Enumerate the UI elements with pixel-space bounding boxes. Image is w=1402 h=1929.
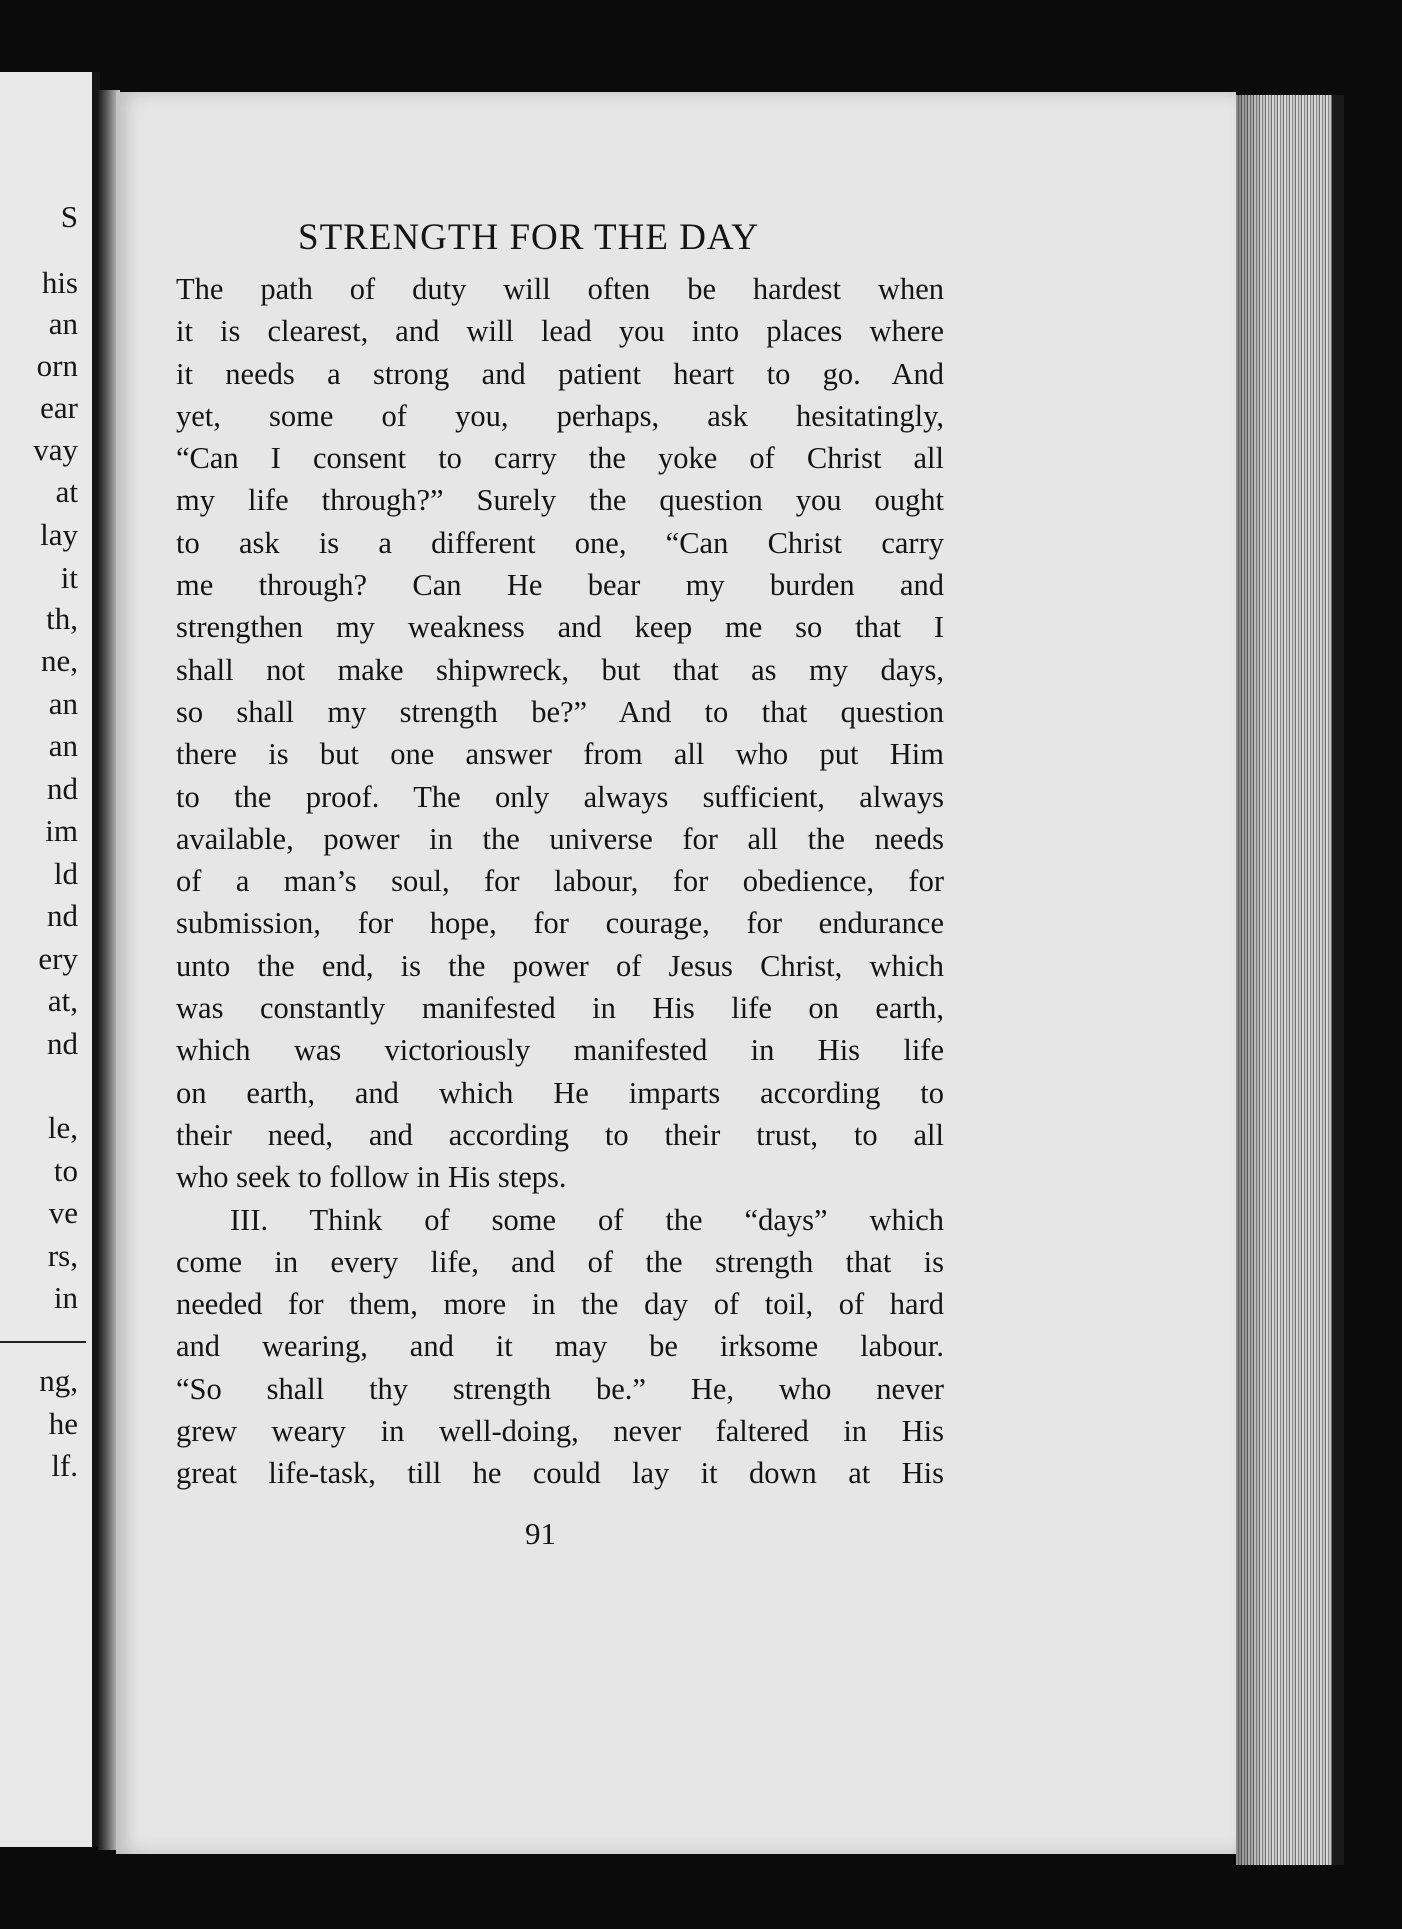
text-line: so shall my strength be?” And to that question	[176, 694, 944, 729]
left-page-text: to	[53, 1153, 78, 1188]
text-line: submission, for hope, for courage, for endurance	[176, 906, 944, 941]
text-line: yet, some of you, perhaps, ask hesitatingly,	[176, 398, 944, 433]
text-line: of a man’s soul, for labour, for obedience, for	[176, 864, 944, 899]
text-line: and wearing, and it may be irksome labour.	[176, 1329, 944, 1364]
left-page-text: orn	[36, 348, 78, 383]
text-line: it needs a strong and patient heart to go. And	[176, 356, 944, 391]
left-page-text: ear	[40, 390, 78, 425]
text-line: their need, and according to their trust, to all	[176, 1117, 944, 1152]
text-line: available, power in the universe for all the needs	[176, 821, 944, 856]
left-page-text: nd	[47, 1026, 78, 1061]
left-page-text: vay	[33, 432, 78, 467]
text-line: “So shall thy strength be.” He, who never	[176, 1371, 944, 1406]
section-start-line: III. Think of some of the “days” which	[230, 1202, 944, 1237]
text-line: “Can I consent to carry the yoke of Christ all	[176, 441, 944, 476]
text-line: me through? Can He bear my burden and	[176, 568, 944, 603]
text-line: come in every life, and of the strength that is	[176, 1244, 944, 1279]
left-page-text: ery	[38, 941, 78, 976]
left-page-text: in	[53, 1280, 78, 1315]
text-line: my life through?” Surely the question you ought	[176, 483, 944, 518]
left-page-text: it	[60, 560, 78, 595]
page-edge-shadow	[1236, 95, 1266, 1865]
left-page-text: ne,	[40, 643, 78, 678]
paragraph-end-line: who seek to follow in His steps.	[176, 1160, 567, 1195]
left-page-rule	[0, 1341, 86, 1343]
text-line: strengthen my weakness and keep me so that I	[176, 610, 944, 645]
left-page-text: lf.	[51, 1448, 78, 1483]
left-page-text: nd	[47, 898, 78, 933]
left-page-text: rs,	[47, 1238, 78, 1273]
text-line: grew weary in well-doing, never faltered in His	[176, 1414, 944, 1449]
text-line: to the proof. The only always sufficient, always	[176, 779, 944, 814]
left-page-text: his	[41, 265, 78, 300]
left-page-text: ve	[48, 1195, 78, 1230]
left-page-text: he	[48, 1406, 78, 1441]
left-page-text: th,	[46, 601, 78, 636]
left-page-text: at	[55, 474, 78, 509]
left-page-text: lay	[40, 517, 78, 552]
text-line: was constantly manifested in His life on earth,	[176, 991, 944, 1026]
left-page-text: at,	[47, 983, 78, 1018]
text-line: which was victoriously manifested in His life	[176, 1033, 944, 1068]
left-page-text: le,	[47, 1110, 78, 1145]
left-page-text: ng,	[39, 1363, 78, 1398]
left-page-text: im	[45, 813, 78, 848]
text-line: great life-task, till he could lay it down at His	[176, 1456, 944, 1491]
text-line: on earth, and which He imparts according to	[176, 1075, 944, 1110]
text-line: shall not make shipwreck, but that as my days,	[176, 652, 944, 687]
left-page-text: an	[48, 728, 78, 763]
left-page-text: nd	[47, 771, 78, 806]
text-line: unto the end, is the power of Jesus Christ, which	[176, 948, 944, 983]
left-page-text: an	[48, 306, 78, 341]
left-page-text: S	[60, 199, 78, 234]
left-page-text: an	[48, 686, 78, 721]
page-number: 91	[525, 1516, 556, 1551]
running-head: STRENGTH FOR THE DAY	[298, 217, 759, 258]
text-line: The path of duty will often be hardest when	[176, 272, 944, 306]
text-line: needed for them, more in the day of toil, of hard	[176, 1287, 944, 1322]
body-text	[176, 268, 944, 1495]
text-line: to ask is a different one, “Can Christ carry	[176, 525, 944, 560]
text-line: it is clearest, and will lead you into places where	[176, 314, 944, 349]
left-page-fragment	[0, 72, 100, 1847]
text-line: there is but one answer from all who put Him	[176, 737, 944, 772]
left-page-text: ld	[53, 856, 78, 891]
